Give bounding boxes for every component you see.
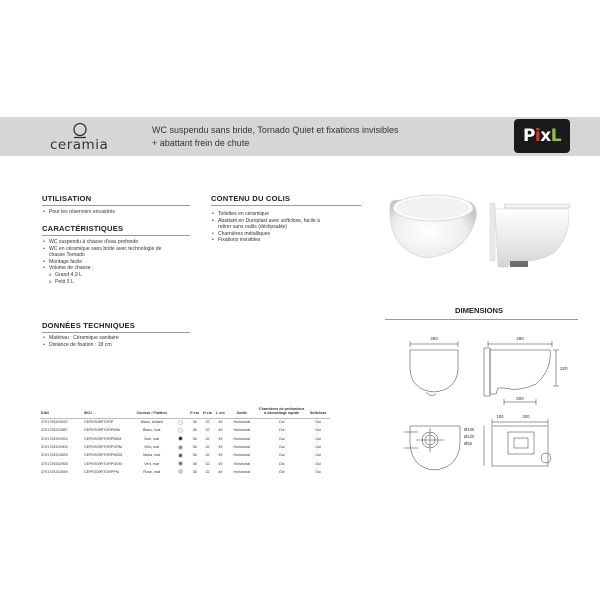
cell-charn: Oui <box>278 461 285 466</box>
cell-soft: Oui <box>315 453 322 458</box>
section-divider <box>42 235 190 236</box>
table-row <box>40 435 330 443</box>
cell-ean: 3701729202632 <box>41 420 68 425</box>
caracteristiques-list <box>42 239 202 285</box>
section-divider <box>385 319 578 320</box>
cell-l: 49 <box>218 428 223 433</box>
product-photo-side <box>488 195 574 275</box>
dim-side-depth: 490 <box>516 336 524 341</box>
cell-sku: CEPKS09RTORPBKM <box>83 436 122 441</box>
cell-sortie: Horizontal <box>233 469 251 474</box>
col-l: L cm <box>216 411 225 416</box>
table-row <box>40 443 330 451</box>
color-swatch-cell <box>173 468 188 476</box>
top-view-front <box>404 426 460 470</box>
cell-sku: CEPKS09RTORPWM <box>83 428 120 433</box>
cell-soft: Oui <box>315 420 322 425</box>
color-swatch-cell <box>173 435 188 443</box>
cell-sortie: Horizontal <box>233 453 251 458</box>
cell-sortie: Horizontal <box>233 445 251 450</box>
dim-top-label-3: Ø55 <box>464 441 472 446</box>
cell-h: 32 <box>205 461 210 466</box>
front-view <box>410 341 458 396</box>
cell-charn: Oui <box>278 469 285 474</box>
cell-h: 32 <box>205 436 210 441</box>
cell-ean: 3701729202887 <box>41 428 68 433</box>
list-item: • WC en céramique sans bride avec technologie de <box>42 246 202 253</box>
cell-sortie: Horizontal <box>233 428 251 433</box>
dim-top-label-2: Ø120 <box>464 434 475 439</box>
cell-sku: CEPKS09RTORPGEM <box>83 461 122 466</box>
cell-l: 49 <box>218 461 223 466</box>
cell-soft: Oui <box>315 436 322 441</box>
list-item: • Pour les réservoirs encastrés <box>42 209 192 216</box>
list-item: • Abattant en Duroplast avec softclose, facile à <box>211 218 361 225</box>
spec-table <box>40 398 330 476</box>
col-ean: EAN <box>41 411 49 416</box>
table-row <box>40 418 330 426</box>
section-title-dimensions: DIMENSIONS <box>455 306 504 315</box>
cell-soft: Oui <box>315 461 322 466</box>
cell-h: 32 <box>205 469 210 474</box>
cell-charn: Oui <box>278 436 285 441</box>
cell-ean: 3701729202900 <box>41 445 68 450</box>
cell-soft: Oui <box>315 428 322 433</box>
col-sortie: Sortie <box>236 411 248 416</box>
cell-sortie: Horizontal <box>233 436 251 441</box>
table-row <box>40 459 330 467</box>
list-item: • Toilettes en céramique <box>211 211 361 218</box>
product-title-line1: WC suspendu sans bride, Tornado Quiet et fixations invisibles <box>152 125 399 135</box>
color-swatch <box>178 420 183 425</box>
cell-l: 49 <box>218 445 223 450</box>
cell-h: 32 <box>205 453 210 458</box>
pixl-badge: PixL <box>514 119 570 153</box>
dim-front-width: 360 <box>430 336 438 341</box>
cell-p: 36 <box>192 436 197 441</box>
cell-charn: Oui <box>278 445 285 450</box>
cell-soft: Oui <box>315 469 322 474</box>
color-swatch-cell <box>173 443 188 451</box>
donnees-list <box>42 335 192 348</box>
color-swatch <box>178 428 183 433</box>
dim-side-base: 200 <box>516 396 524 401</box>
list-item: • Montage facile <box>42 259 202 266</box>
cell-charn: Oui <box>278 420 285 425</box>
section-divider <box>42 332 190 333</box>
cell-ean: 3701729202955 <box>41 461 68 466</box>
brand-name: ceramia <box>50 137 109 153</box>
cell-sortie: Horizontal <box>233 420 251 425</box>
color-swatch-cell <box>173 451 188 459</box>
section-title-donnees: DONNÉES TECHNIQUES <box>42 321 136 330</box>
cell-ean: 3701729202849 <box>41 469 68 474</box>
cell-color: Noir, mat <box>144 436 160 441</box>
cell-ean: 3701729202825 <box>41 453 68 458</box>
table-row <box>40 468 330 476</box>
cell-sku: CEPKS09RTORPPM <box>83 469 119 474</box>
list-item: retirer sans outils (déclipsable) <box>218 224 288 231</box>
cell-color: Moka, mat <box>143 453 161 458</box>
cell-charn: Oui <box>278 428 285 433</box>
table-header-row <box>40 398 330 418</box>
col-h: H cm <box>202 411 213 416</box>
cell-h: 32 <box>205 445 210 450</box>
cell-p: 36 <box>192 445 197 450</box>
cell-soft: Oui <box>315 445 322 450</box>
cell-charn: Oui <box>278 453 285 458</box>
list-item: • Charnières métalliques <box>211 231 361 238</box>
color-swatch <box>178 445 183 450</box>
dim-side-height: 320 <box>560 366 568 371</box>
table-body <box>40 418 330 476</box>
section-title-contenu: CONTENU DU COLIS <box>211 194 291 203</box>
cell-p: 36 <box>192 428 197 433</box>
dim-top-label-1: Ø100 <box>464 427 475 432</box>
color-swatch-cell <box>173 418 188 426</box>
cell-color: Gris, mat <box>144 445 160 450</box>
product-photo-front <box>378 188 486 268</box>
color-swatch-cell <box>173 459 188 467</box>
cell-sku: CEPKS09RTORPMOM <box>83 453 123 458</box>
cell-sku: CEPKS09RTORPGRM <box>83 445 122 450</box>
cell-p: 36 <box>192 469 197 474</box>
list-item: • Fixations invisibles <box>211 237 361 244</box>
cell-ean: 3701729202924 <box>41 436 68 441</box>
dimensions-drawing <box>380 328 580 478</box>
table-row <box>40 451 330 459</box>
dim-top-width-2: 300 <box>522 414 530 419</box>
color-swatch <box>178 453 183 458</box>
section-title-utilisation: UTILISATION <box>42 194 92 203</box>
cell-color: Blanc, brillant <box>140 420 163 425</box>
cell-p: 36 <box>192 461 197 466</box>
cell-sku: CEPKS09RTORP <box>83 420 114 425</box>
col-swatch <box>173 398 188 418</box>
contenu-list <box>211 211 361 244</box>
cell-color: Vert, mat <box>144 461 160 466</box>
color-swatch <box>178 469 183 474</box>
cell-l: 49 <box>218 453 223 458</box>
list-item: • WC suspendu à chasse d'eau profonde <box>42 239 202 246</box>
col-softclose: Softclose <box>309 411 327 416</box>
table-row <box>40 426 330 434</box>
cell-h: 32 <box>205 420 210 425</box>
list-item: • Volume de chasse : <box>42 265 202 272</box>
section-divider <box>42 205 190 206</box>
utilisation-list <box>42 209 192 216</box>
cell-p: 36 <box>192 420 197 425</box>
section-title-caracteristiques: CARACTÉRISTIQUES <box>42 224 124 233</box>
cell-h: 32 <box>205 428 210 433</box>
cell-color: Rosé, mat <box>143 469 161 474</box>
list-subitem: o Petit 3 L <box>42 279 202 286</box>
list-item: • Distance de fixation : 18 cm <box>42 342 192 349</box>
cell-l: 49 <box>218 420 223 425</box>
list-item: chasse Tornado <box>49 252 85 259</box>
cell-l: 49 <box>218 469 223 474</box>
col-sku: SKU <box>83 411 92 416</box>
cell-color: Blanc, mat <box>142 428 161 433</box>
color-swatch <box>178 461 183 466</box>
section-divider <box>211 205 361 206</box>
cell-p: 36 <box>192 453 197 458</box>
top-view-side <box>484 419 551 466</box>
list-item: • Matériau : Céramique sanitaire <box>42 335 192 342</box>
dim-top-width-1: 100 <box>496 414 504 419</box>
cell-l: 49 <box>218 436 223 441</box>
col-p: P cm <box>190 411 199 416</box>
list-subitem: o Grand 4,9 L <box>42 272 202 279</box>
brand-logo <box>50 122 140 156</box>
cell-sortie: Horizontal <box>233 461 251 466</box>
product-title-line2: + abattant frein de chute <box>152 137 250 148</box>
product-title <box>152 124 482 149</box>
col-charnieres: Charnières de profondeur à démontage rapide <box>258 406 305 416</box>
color-swatch-cell <box>173 426 188 434</box>
color-swatch <box>178 436 183 441</box>
col-color: Couleur / Finition <box>136 411 167 416</box>
